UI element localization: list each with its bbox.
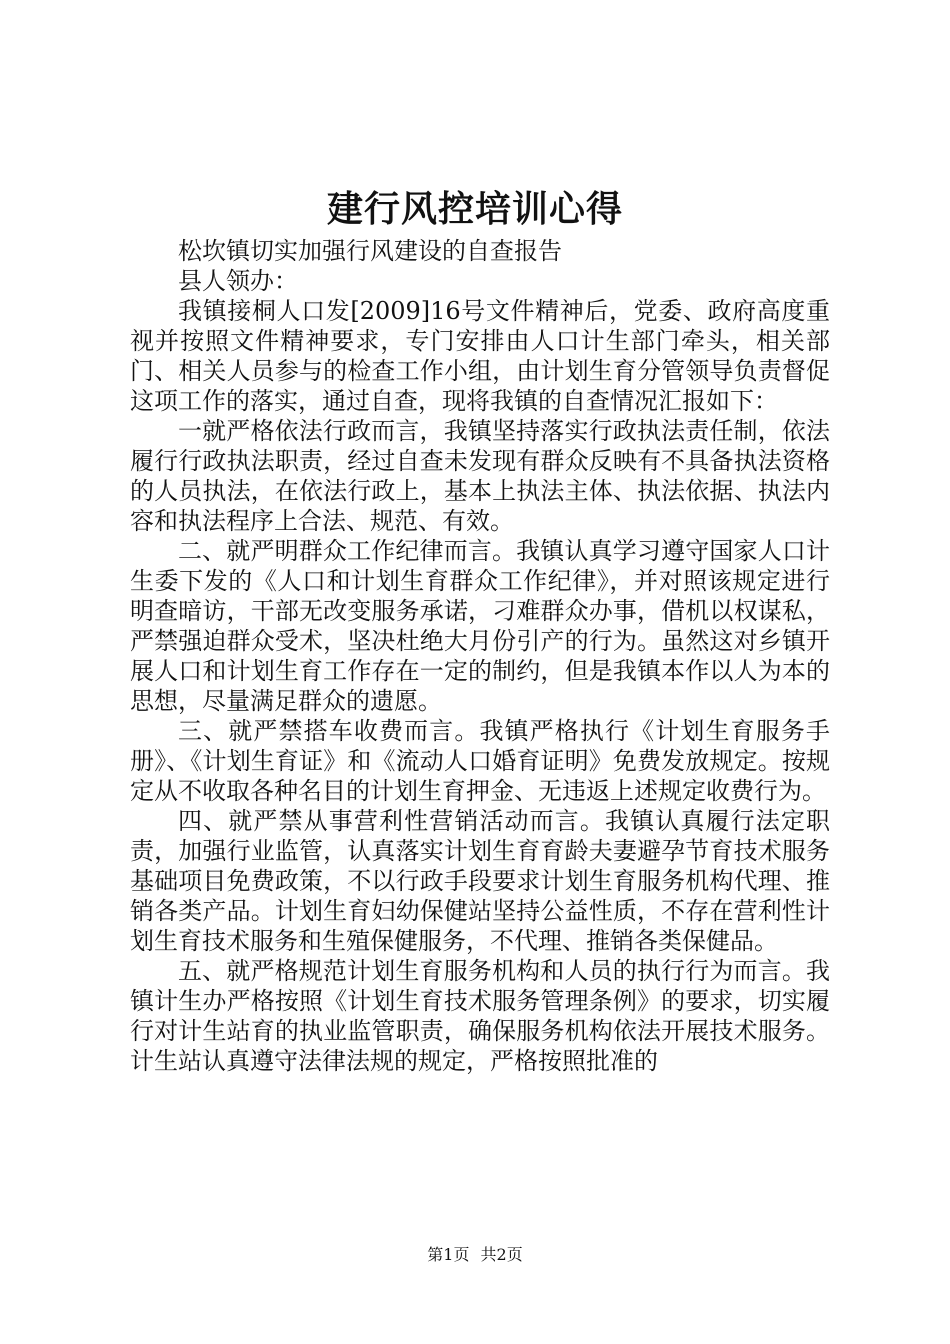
section-five-paragraph: 五、就严格规范计划生育服务机构和人员的执行行为而言。我镇计生办严格按照《计划生育技术服务管理条例》的要求，切实履行对计生站育的执业监管职责，确保服务机构依法开展技术服务。计生站认真遵守法律法规的规定，严格按照批准的: [130, 957, 830, 1075]
salutation: 县人领办：: [178, 267, 298, 295]
document-body: [130, 236, 830, 1076]
page-total: 共2页: [480, 1245, 523, 1264]
document-title: 建行风控培训心得: [326, 188, 623, 230]
page-footer: [0, 1244, 950, 1266]
section-two-paragraph: 二、就严明群众工作纪律而言。我镇认真学习遵守国家人口计生委下发的《人口和计划生育群众工作纪律》，并对照该规定进行明查暗访，干部无改变服务承诺，刁难群众办事，借机以权谋私，严禁强迫群众受术，坚决杜绝大月份引产的行为。虽然这对乡镇开展人口和计划生育工作存在一定的制约，但是我镇本作以人为本的思想，尽量满足群众的遗愿。: [130, 537, 830, 715]
section-one-paragraph: 一就严格依法行政而言，我镇坚持落实行政执法责任制，依法履行行政执法职责，经过自查未发现有群众反映有不具备执法资格的人员执法，在依法行政上，基本上执法主体、执法依据、执法内容和执法程序上合法、规范、有效。: [130, 417, 830, 535]
report-heading: 松坎镇切实加强行风建设的自查报告: [178, 237, 562, 265]
page-number: 第1页: [427, 1245, 470, 1264]
section-four-paragraph: 四、就严禁从事营利性营销活动而言。我镇认真履行法定职责，加强行业监管，认真落实计划生育育龄夫妻避孕节育技术服务基础项目免费政策，不以行政手段要求计划生育服务机构代理、推销各类产品。计划生育妇幼保健站坚持公益性质，不存在营利性计划生育技术服务和生殖保健服务，不代理、推销各类保健品。: [130, 807, 830, 955]
intro-paragraph: 我镇接桐人口发[2009]16号文件精神后，党委、政府高度重视并按照文件精神要求，专门安排由人口计生部门牵头，相关部门、相关人员参与的检查工作小组，由计划生育分管领导负责督促这项工作的落实，通过自查，现将我镇的自查情况汇报如下：: [130, 297, 830, 415]
section-three-paragraph: 三、就严禁搭车收费而言。我镇严格执行《计划生育服务手册》、《计划生育证》和《流动人口婚育证明》免费发放规定。按规定从不收取各种名目的计划生育押金、无违返上述规定收费行为。: [130, 717, 830, 805]
